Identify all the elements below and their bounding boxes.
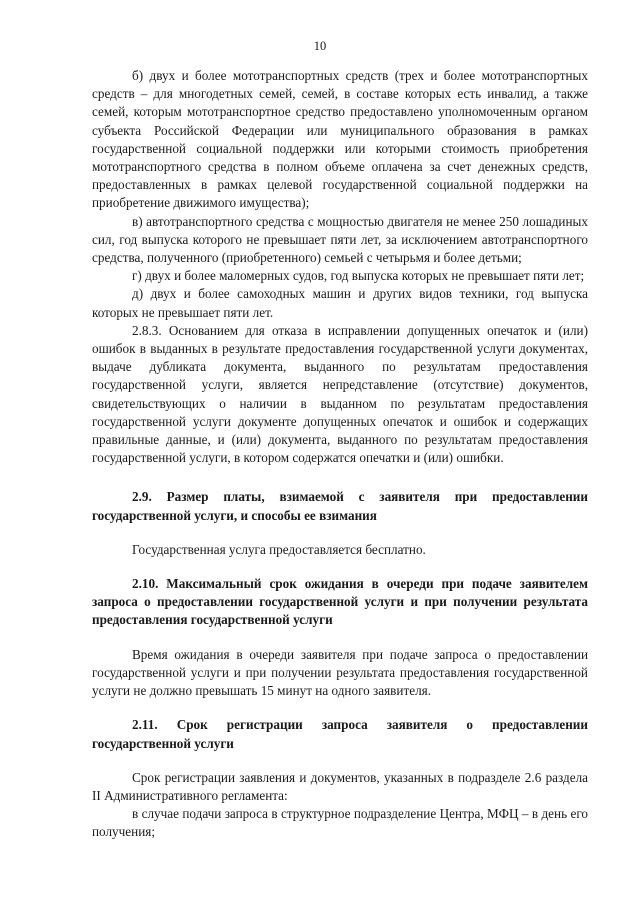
section-heading-2-9: 2.9. Размер платы, взимаемой с заявителя при предоставлении государственной услуги, и способы ее взимания <box>92 489 588 523</box>
document-body <box>92 67 588 842</box>
paragraph-item-g: г) двух и более маломерных судов, год выпуска которых не превышает пяти лет; <box>132 268 585 284</box>
paragraph-2-8-3: 2.8.3. Основанием для отказа в исправлении допущенных опечаток и (или) ошибок в выданных в результате предоставления государственной услуги документах, выдаче дубликата документа, выданного по результатам предоставления государственной услуги, является непредставление (отсутствие) документов, свидетельствующих о наличии в выданном по результатам предоставления государственной услуги документе допущенных опечаток и ошибок и содержащих правильные данные, и (или) документа, выданного по результатам предоставления государственной услуги, в котором содержатся опечатки и (или) ошибки. <box>92 322 588 466</box>
paragraph-item-b: б) двух и более мототранспортных средств (трех и более мототранспортных средств – для многодетных семей, семей, в составе которых есть инвалид, а также семей, которым мототранспортное средство предоставлено уполномоченным органом субъекта Российской Федерации или муниципального образования в рамках государственной социальной поддержки или которыми стоимость приобретения мототранспортного средства в полном объеме оплачена за счет денежных средств, предоставленных в рамках целевой государственной социальной поддержки на приобретение движимого имущества); <box>92 68 588 211</box>
paragraph-item-d: д) двух и более самоходных машин и других видов техники, год выпуска которых не превышает пяти лет. <box>92 286 588 320</box>
page-number: 10 <box>313 39 327 53</box>
paragraph-queue-time: Время ожидания в очереди заявителя при подаче запроса о предоставлении государственной услуги и при получении результата предоставления государственной услуги не должно превышать 15 минут на одного заявителя. <box>92 646 588 699</box>
paragraph-registration-same-day: в случае подачи запроса в структурное подразделение Центра, МФЦ – в день его получения; <box>92 806 588 840</box>
section-heading-2-11: 2.11. Срок регистрации запроса заявителя о предоставлении государственной услуги <box>92 717 588 751</box>
paragraph-fee-free: Государственная услуга предоставляется бесплатно. <box>132 541 426 557</box>
section-heading-2-10: 2.10. Максимальный срок ожидания в очереди при подаче заявителем запроса о предоставлении государственной услуги и при получении результата предоставления государственной услуги <box>92 576 588 628</box>
paragraph-item-v: в) автотранспортного средства с мощностью двигателя не менее 250 лошадиных сил, год выпуска которого не превышает пяти лет, за исключением автотранспортного средства, полученного (приобретенного) семьей с четырьмя и более детьми; <box>92 213 588 266</box>
paragraph-registration-term: Срок регистрации заявления и документов, указанных в подразделе 2.6 раздела II Административного регламента: <box>92 769 588 803</box>
